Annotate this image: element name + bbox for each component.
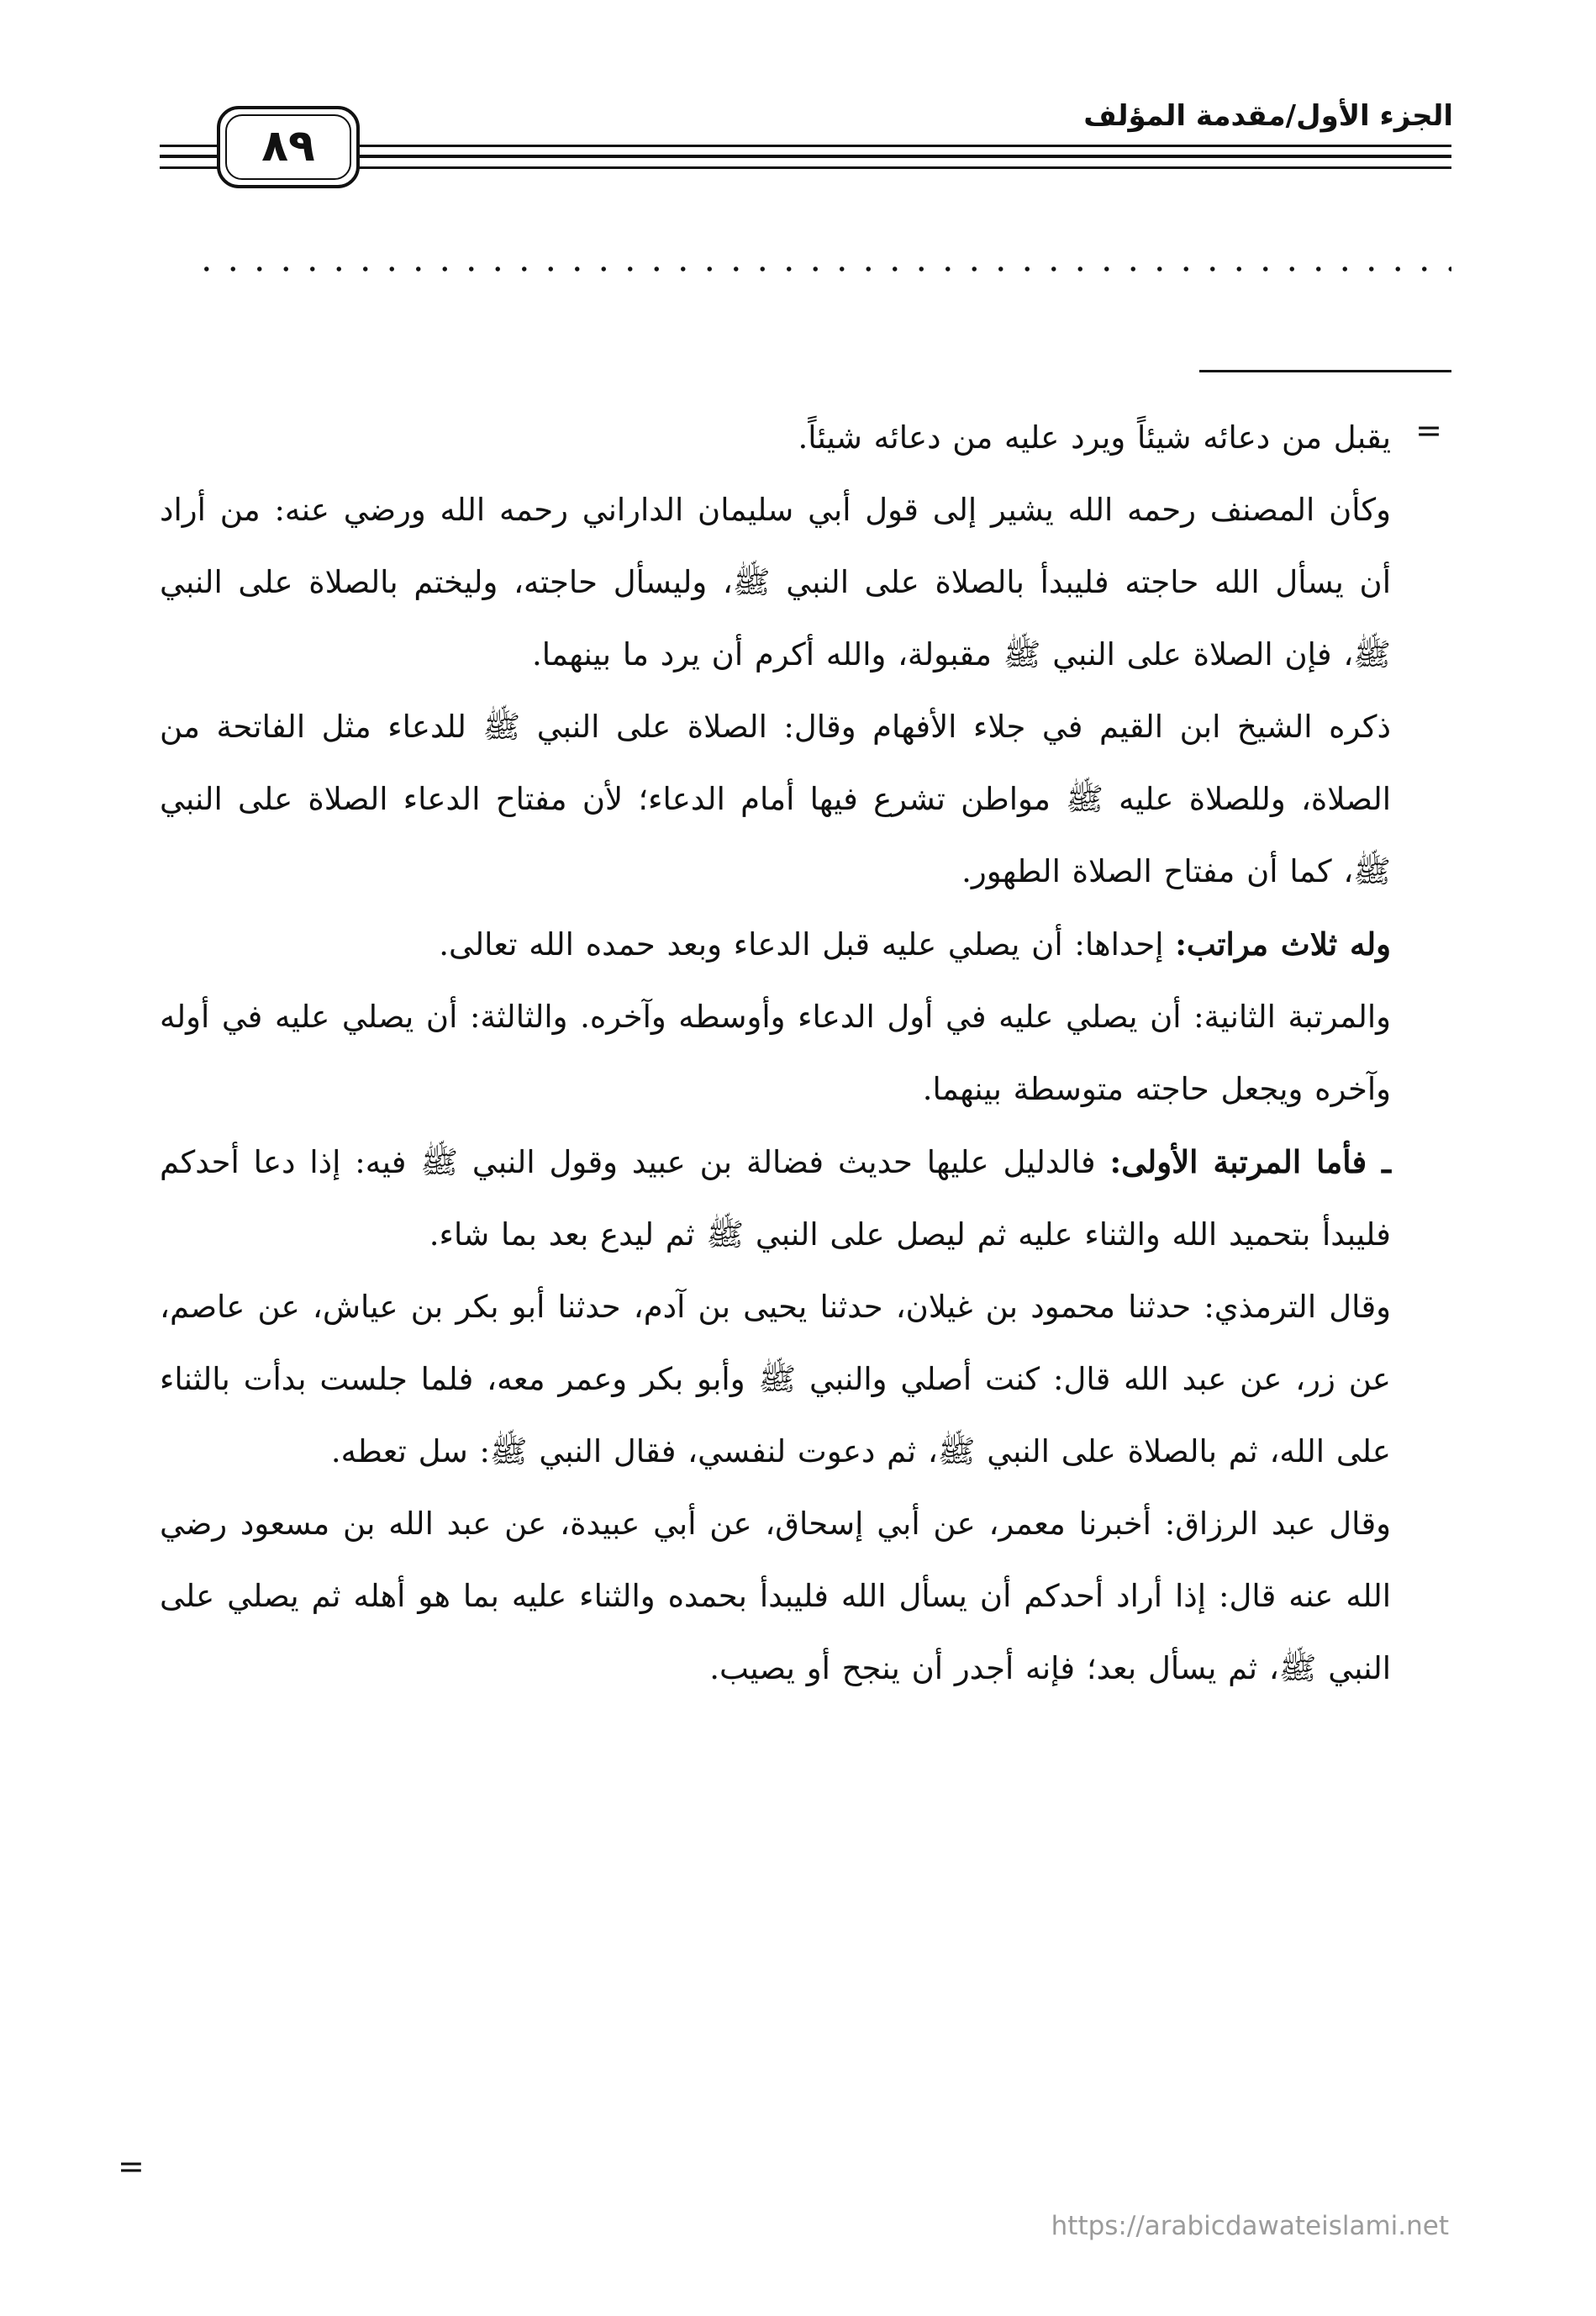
footnote-paragraph-6: [160, 1126, 1391, 1271]
footnote-paragraph-3: ذكره الشيخ ابن القيم في جلاء الأفهام وقال: الصلاة على النبي ﷺ للدعاء مثل الفاتحة من الصلاة، وللصلاة عليه ﷺ مواطن تشرع فيها أمام الدعاء؛ لأن مفتاح الدعاء الصلاة على النبي ﷺ، كما أن مفتاح الصلاة الطهور.: [160, 709, 1391, 889]
footnote-separator: [1199, 370, 1451, 372]
paragraph-4-heading: وله ثلاث مراتب:: [1175, 926, 1391, 963]
watermark-url: https://arabicdawateislami.net: [1051, 2211, 1449, 2241]
paragraph-4-text: إحداها: أن يصلي عليه قبل الدعاء وبعد حمده الله تعالى.: [439, 926, 1176, 963]
continuation-mark-top: =: [1415, 412, 1442, 449]
page-number: ٨٩: [261, 121, 315, 171]
paragraph-6-heading: ـ فأما المرتبة الأولى:: [1109, 1143, 1391, 1180]
paragraph-6-text: فالدليل عليها حديث فضالة بن عبيد وقول النبي ﷺ فيه: إذا دعا أحدكم فليبدأ بتحميد الله والثناء عليه ثم ليصل على النبي ﷺ ثم ليدع بعد بما شاء.: [160, 1144, 1391, 1253]
running-title: الجزء الأول/مقدمة المؤلف: [1083, 99, 1453, 133]
footnote-paragraph-5: والمرتبة الثانية: أن يصلي عليه في أول الدعاء وأوسطه وآخره. والثالثة: أن يصلي عليه في أوله وآخره ويجعل حاجته متوسطة بينهما.: [160, 999, 1391, 1107]
footnote-paragraph-7: وقال الترمذي: حدثنا محمود بن غيلان، حدثنا يحيى بن آدم، حدثنا أبو بكر بن عياش، عن عاصم، عن زر، عن عبد الله قال: كنت أصلي والنبي ﷺ وأبو بكر وعمر معه، فلما جلست بدأت بالثناء على الله، ثم بالصلاة على النبي ﷺ، ثم دعوت لنفسي، فقال النبي ﷺ: سل تعطه.: [160, 1289, 1391, 1469]
footnote-paragraph-8: وقال عبد الرزاق: أخبرنا معمر، عن أبي إسحاق، عن أبي عبيدة، عن عبد الله بن مسعود رضي الله عنه قال: إذا أراد أحدكم أن يسأل الله فليبدأ بحمده والثناء عليه بما هو أهله ثم يصلي على النبي ﷺ، ثم يسأل بعد؛ فإنه أجدر أن ينجح أو يصيب.: [160, 1506, 1391, 1686]
footnote-body: [160, 402, 1391, 1705]
footnote-paragraph-1: يقبل من دعائه شيئاً ويرد عليه من دعائه شيئاً.: [798, 419, 1391, 456]
dotted-separator: [193, 266, 1451, 272]
page-number-frame: [217, 106, 360, 188]
footnote-paragraph-4: [160, 908, 1391, 981]
continuation-mark-bottom: =: [118, 2148, 145, 2185]
page-header: [0, 0, 1596, 202]
footnote-paragraph-2: وكأن المصنف رحمه الله يشير إلى قول أبي سليمان الداراني رحمه الله ورضي عنه: من أراد أن يسأل الله حاجته فليبدأ بالصلاة على النبي ﷺ، وليسأل حاجته، وليختم بالصلاة على النبي ﷺ، فإن الصلاة على النبي ﷺ مقبولة، والله أكرم أن يرد ما بينهما.: [160, 492, 1391, 673]
